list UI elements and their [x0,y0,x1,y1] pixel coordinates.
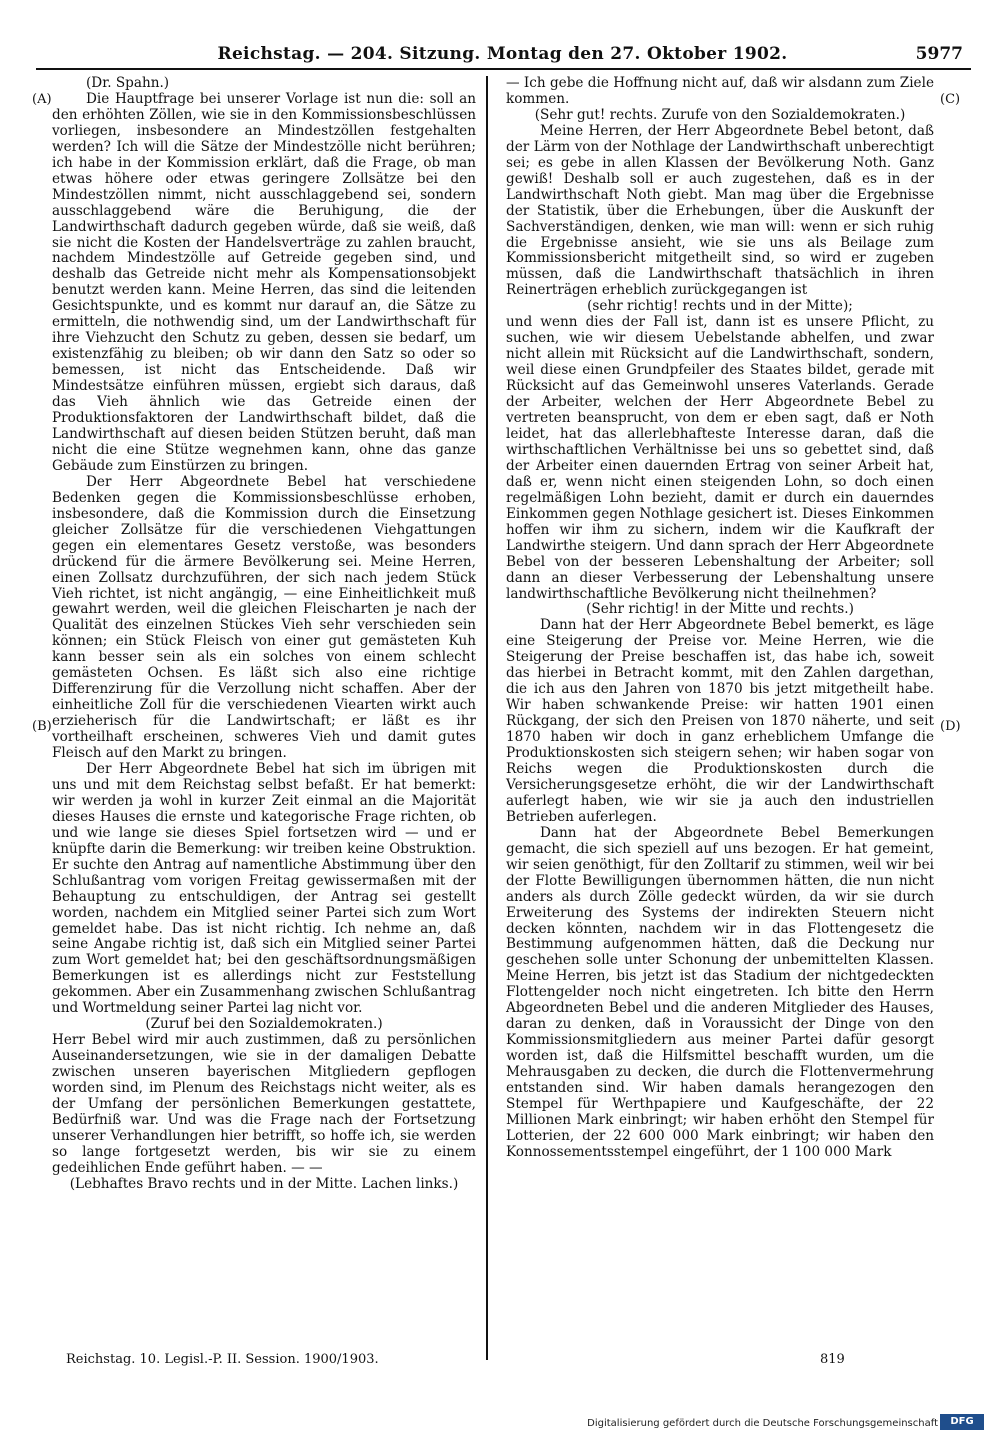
header-page-number: 5977 [915,44,963,64]
margin-mark-b: (B) [32,719,52,734]
paragraph: — Ich gebe die Hoffnung nicht auf, daß wir alsdann zum Ziele kommen. [506,75,934,107]
paragraph: Der Herr Abgeordnete Bebel hat verschiedene Bedenken gegen die Kommissionsbeschlüsse erhoben, insbesondere, daß die Kommission durch die Einsetzung gleicher Zollsätze für die verschiedenen Viehgattungen gegen ein elementares Gesetz verstoße, was besonders drückend für die ärmere Bevölkerung sei. Meine Herren, einen Zollsatz durchzuführen, der sich nach jedem Stück Vieh richtet, ist nicht angängig, — eine Einheitlichkeit muß gewahrt werden, weil die gleichen Fleischarten je nach der Qualität des einzelnen Stückes Vieh sehr verschieden sein können; ein Stück Fleisch von einer gut gemästeten Kuh kann besser sein als ein solches von einem schlecht gemästeten Ochsen. Es läßt sich also eine richtige Differenzirung für die Verzollung nicht schaffen. Aber der einheitliche Zoll für die verschiedenen Viearten wirkt auch erzieherisch für die Landwirtschaft; er läßt es ihr vortheilhaft erscheinen, schweres Vieh und damit gutes Fleisch auf den Markt zu bringen. [52,473,476,762]
digitization-notice: Digitalisierung gefördert durch die Deutsche Forschungsgemeinschaft [587,1418,938,1429]
margin-mark-a: (A) [32,92,52,107]
speaker-name: (Dr. Spahn.) [86,75,170,91]
header-rule [36,68,971,70]
footer-session-info: Reichstag. 10. Legisl.-P. II. Session. 1900/1903. [66,1352,379,1367]
header-title: Reichstag. — 204. Sitzung. Montag den 27. Oktober 1902. [217,44,788,64]
closing-remark: (Lebhaftes Bravo rechts und in der Mitte. Lachen links.) [69,1175,459,1192]
left-column [52,76,476,1193]
interjection: (sehr richtig! rechts und in der Mitte); [587,298,853,315]
dfg-logo: DFG [940,1414,984,1430]
margin-mark-c: (C) [940,92,961,107]
paragraph: und wenn dies der Fall ist, dann ist es unsere Pflicht, zu suchen, wie wir diesem Uebelstande abhelfen, und zwar nicht allein mit Rücksicht auf die Landwirthschaft, sondern, weil diese einen Grundpfeiler des Staates bildet, gerade mit Rücksicht auf das Gemeinwohl unseres Vaterlands. Gerade der Arbeiter, welchen der Herr Abgeordnete Bebel zu vertreten beansprucht, von dem er eben sagt, daß er Noth leidet, hat das allerlebhafteste Interesse daran, daß die wirthschaftlichen Verhältnisse bei uns so gebettet sind, daß der Arbeiter einen dauernden Ertrag von seiner Arbeit hat, daß er, wenn nicht einen steigenden Lohn, so doch einen regelmäßigen Lohn bezieht, damit er durch ein dauerndes Einkommen gegen Nothlage gesichert ist. Dieses Einkommen hoffen wir ihm zu sichern, indem wir die Kaufkraft der Landwirthe steigern. Und dann sprach der Herr Abgeordnete Bebel von der besseren Lebenshaltung der Arbeiter; soll dann an dieser Verbesserung der Lebenshaltung unsere landwirthschaftliche Bevölkerung nicht theilnehmen? [506,314,934,602]
paragraph: Dann hat der Herr Abgeordnete Bebel bemerkt, es läge eine Steigerung der Preise vor. Meine Herren, wie die Steigerung der Preise beschaffen ist, das habe ich, soweit das hierbei in Betracht kommt, mit den Zahlen dargethan, die ich aus den Jahren von 1870 bis jetzt mitgetheilt habe. Wir haben schwankende Preise: wir hatten 1901 einen Rückgang, der sich den Preisen von 1870 näherte, und seit 1870 haben wir doch in ganz erheblichem Umfange die Produktionskosten sich steigern sehen; wir haben sogar von Reichs wegen die Produktionskosten durch die Versicherungsgesetze erhöht, die wir der Landwirthschaft auferlegt haben, wie wir sie ja auch den industriellen Betrieben auferlegen. [506,617,934,825]
interjection: (Sehr gut! rechts. Zurufe von den Sozialdemokraten.) [534,106,906,123]
interjection: (Sehr richtig! in der Mitte und rechts.) [586,601,854,618]
paragraph: Die Hauptfrage bei unserer Vorlage ist nun die: soll an den erhöhten Zöllen, wie sie in den Kommissionsbeschlüssen vorliegen, insbesondere an Mindestzöllen festgehalten werden? Ich will die Sätze der Mindestzölle nicht berühren; ich habe in der Kommission erklärt, daß die Frage, ob man etwas höhere oder etwas geringere Zollsätze bei den Mindestzöllen nimmt, nicht ausschlaggebend sei, sondern ausschlaggebend wäre die Beruhigung, die der Landwirthschaft dadurch gegeben würde, daß sie weiß, daß sie nicht die Kosten der Handelsverträge zu zahlen braucht, nachdem Mindestzölle auf Getreide gegeben sind, und deshalb das Getreide nicht mehr als Kompensationsobjekt benutzt werden kann. Meine Herren, das sind die leitenden Gesichtspunkte, und es kommt nur darauf an, die Sätze zu ermitteln, die nothwendig sind, um der Landwirthschaft für ihre Viehzucht den Schutz zu geben, dessen sie bedarf, um existenzfähig zu bleiben; ob wir dann den Satz so oder so bemessen, ist nicht das Entscheidende. Daß wir Mindestsätze einführen müssen, ergiebt sich daraus, daß das Vieh ähnlich wie das Getreide einen der Produktionsfaktoren der Landwirthschaft bildet, daß die Landwirthschaft auf diesen beiden Stützen beruht, daß man nicht die eine Stütze wegnehmen kann, ohne das ganze Gebäude zum Einstürzen zu bringen. [52,90,476,474]
paragraph: Der Herr Abgeordnete Bebel hat sich im übrigen mit uns und mit dem Reichstag selbst befaßt. Er hat bemerkt: wir werden ja wohl in kurzer Zeit einmal an die Majorität dieses Hauses die ernste und kategorische Frage richten, ob und wie lange sie dieses Spiel fortsetzen wird — und er knüpfte darin die Bemerkung: wir treiben keine Obstruktion. Er suchte den Antrag auf namentliche Abstimmung über den Schlußantrag vom vorigen Freitag gewissermaßen mit der Behauptung zu entschuldigen, der Antrag sei gestellt worden, nachdem ein Mitglied seiner Partei sich zum Wort gemeldet habe. Das ist nicht richtig. Ich nehme an, daß seine Angabe richtig ist, daß sich ein Mitglied seiner Partei zum Wort gemeldet hat; bei den geschäftsordnungsmäßigen Bemerkungen ist es allerdings nicht zur Feststellung gekommen. Aber ein Zusammenhang zwischen Schlußantrag und Wortmeldung seiner Partei lag nicht vor. [52,760,476,1017]
footer-page-number: 819 [820,1352,845,1367]
paragraph: Meine Herren, der Herr Abgeordnete Bebel betont, daß der Lärm von der Nothlage der Landwirthschaft unberechtigt sei; es gebe in allen Klassen der Bevölkerung Noth. Ganz gewiß! Deshalb soll er auch zugestehen, daß es in der Landwirthschaft Noth giebt. Man mag über die Ergebnisse der Statistik, über die Erhebungen, über die Auskunft der Sachverständigen, denken, wie man will: wenn er sich ruhig die Ergebnisse ansieht, wie sie uns als Beilage zum Kommissionsbericht mitgetheilt sind, so wird er zugeben müssen, daß die Landwirthschaft thatsächlich in ihren Reinerträgen erheblich zurückgegangen ist [506,122,934,299]
margin-mark-d: (D) [940,719,961,734]
paragraph: Herr Bebel wird mir auch zustimmen, daß zu persönlichen Auseinandersetzungen, wie sie in der damaligen Debatte zwischen unseren bayerischen Mitgliedern gepflogen worden sind, im Plenum des Reichstags nicht weiter, als es der Umfang der persönlichen Bemerkungen gestattete, Bedürfniß war. Und was die Frage nach der Fortsetzung unserer Verhandlungen hier betrifft, so hoffe ich, sie werden so lange fortgesetzt werden, bis wir sie zu einem gedeihlichen Ende geführt haben. — — [52,1032,476,1176]
interjection: (Zuruf bei den Sozialdemokraten.) [145,1016,383,1033]
right-column [506,76,934,1161]
paragraph: Dann hat der Abgeordnete Bebel Bemerkungen gemacht, die sich speziell auf uns bezogen. Er hat gemeint, wir seien genöthigt, für den Zolltarif zu stimmen, weil wir bei der Flotte Bewilligungen übernommen hätten, die nun nicht anders als durch Zölle gedeckt würden, da wir sie durch Erweiterung des Systems der indirekten Steuern nicht decken könnten, nachdem wir in das Flottengesetz die Bestimmung aufgenommen hätten, daß die Deckung nur geschehen solle unter Schonung der unbemittelten Klassen. Meine Herren, bis jetzt ist das Stadium der nichtgedeckten Flottengelder noch nicht eingetreten. Ich bitte den Herrn Abgeordneten Bebel und die anderen Mitglieder des Hauses, daran zu denken, daß in Voraussicht der Dinge von den Kommissionsmitgliedern aus meiner Partei dafür gesorgt worden ist, daß die Hilfsmittel beschafft wurden, um die Mehrausgaben zu decken, die durch die Flottenvermehrung entstanden sind. Wir haben damals herangezogen den Stempel für Werthpapiere und Kaufgeschäfte, der 22 Millionen Mark einbringt; wir haben erhöht den Stempel für Lotterien, der 22 600 000 Mark einbringt; wir haben den Konnossementsstempel eingeführt, der 1 100 000 Mark [506,824,934,1160]
column-divider [486,76,488,1360]
